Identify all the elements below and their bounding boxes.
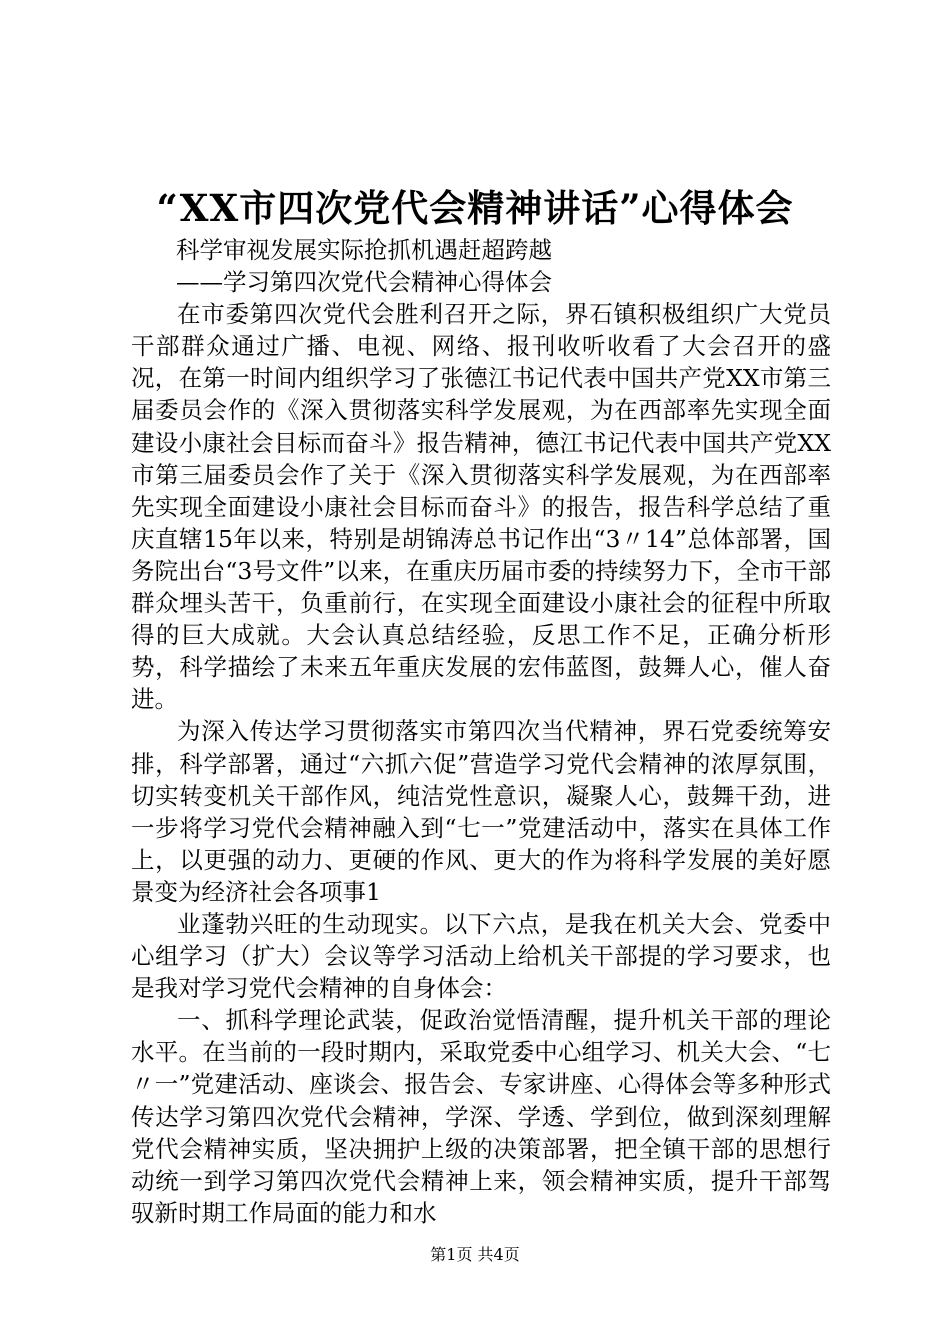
paragraph: 业蓬勃兴旺的生动现实。以下六点，是我在机关大会、党委中心组学习（扩大）会议等学习活动上给机关干部提的学习要求，也是我对学习党代会精神的自身体会： bbox=[131, 909, 831, 1003]
document-title: “XX市四次党代会精神讲话”心得体会 bbox=[156, 186, 794, 230]
paragraph: 一、抓科学理论武装，促政治觉悟清醒，提升机关干部的理论水平。在当前的一段时期内，采取党委中心组学习、机关大会、“七〃一”党建活动、座谈会、报告会、专家讲座、心得体会等多种形式传达学习第四次党代会精神，学深、学透、学到位，做到深刻理解党代会精神实质，坚决拥护上级的决策部署，把全镇干部的思想行动统一到学习第四次党代会精神上来，领会精神实质，提升干部驾驭新时期工作局面的能力和水 bbox=[131, 1006, 831, 1227]
subtitle-main: 科学审视发展实际抢抓机遇赶超跨越 bbox=[176, 236, 552, 264]
page-number-footer: 第1页 共4页 bbox=[430, 1245, 520, 1264]
document-body bbox=[131, 234, 831, 1229]
paragraph: 为深入传达学习贯彻落实市第四次当代精神，界石党委统筹安排，科学部署，通过“六抓六促”营造学习党代会精神的浓厚氛围，切实转变机关干部作风，纯洁党性意识，凝聚人心，鼓舞干劲，进一步将学习党代会精神融入到“七一”党建活动中，落实在具体工作上，以更强的动力、更硬的作风、更大的作为将科学发展的美好愿景变为经济社会各项事1 bbox=[131, 717, 831, 906]
paragraph: 在市委第四次党代会胜利召开之际，界石镇积极组织广大党员干部群众通过广播、电视、网络、报刊收听收看了大会召开的盛况，在第一时间内组织学习了张德江书记代表中国共产党XX市第三届委员会作的《深入贯彻落实科学发展观，为在西部率先实现全面建设小康社会目标而奋斗》报告精神，德江书记代表中国共产党XX市第三届委员会作了关于《深入贯彻落实科学发展观，为在西部率先实现全面建设小康社会目标而奋斗》的报告，报告科学总结了重庆直辖15年以来，特别是胡锦涛总书记作出“3〃14”总体部署，国务院出台“3号文件”以来，在重庆历届市委的持续努力下，全市干部群众埋头苦干，负重前行，在实现全面建设小康社会的征程中所取得的巨大成就。大会认真总结经验，反思工作不足，正确分析形势，科学描绘了未来五年重庆发展的宏伟蓝图，鼓舞人心，催人奋进。 bbox=[131, 300, 831, 714]
subtitle-secondary: ——学习第四次党代会精神心得体会 bbox=[176, 268, 552, 297]
